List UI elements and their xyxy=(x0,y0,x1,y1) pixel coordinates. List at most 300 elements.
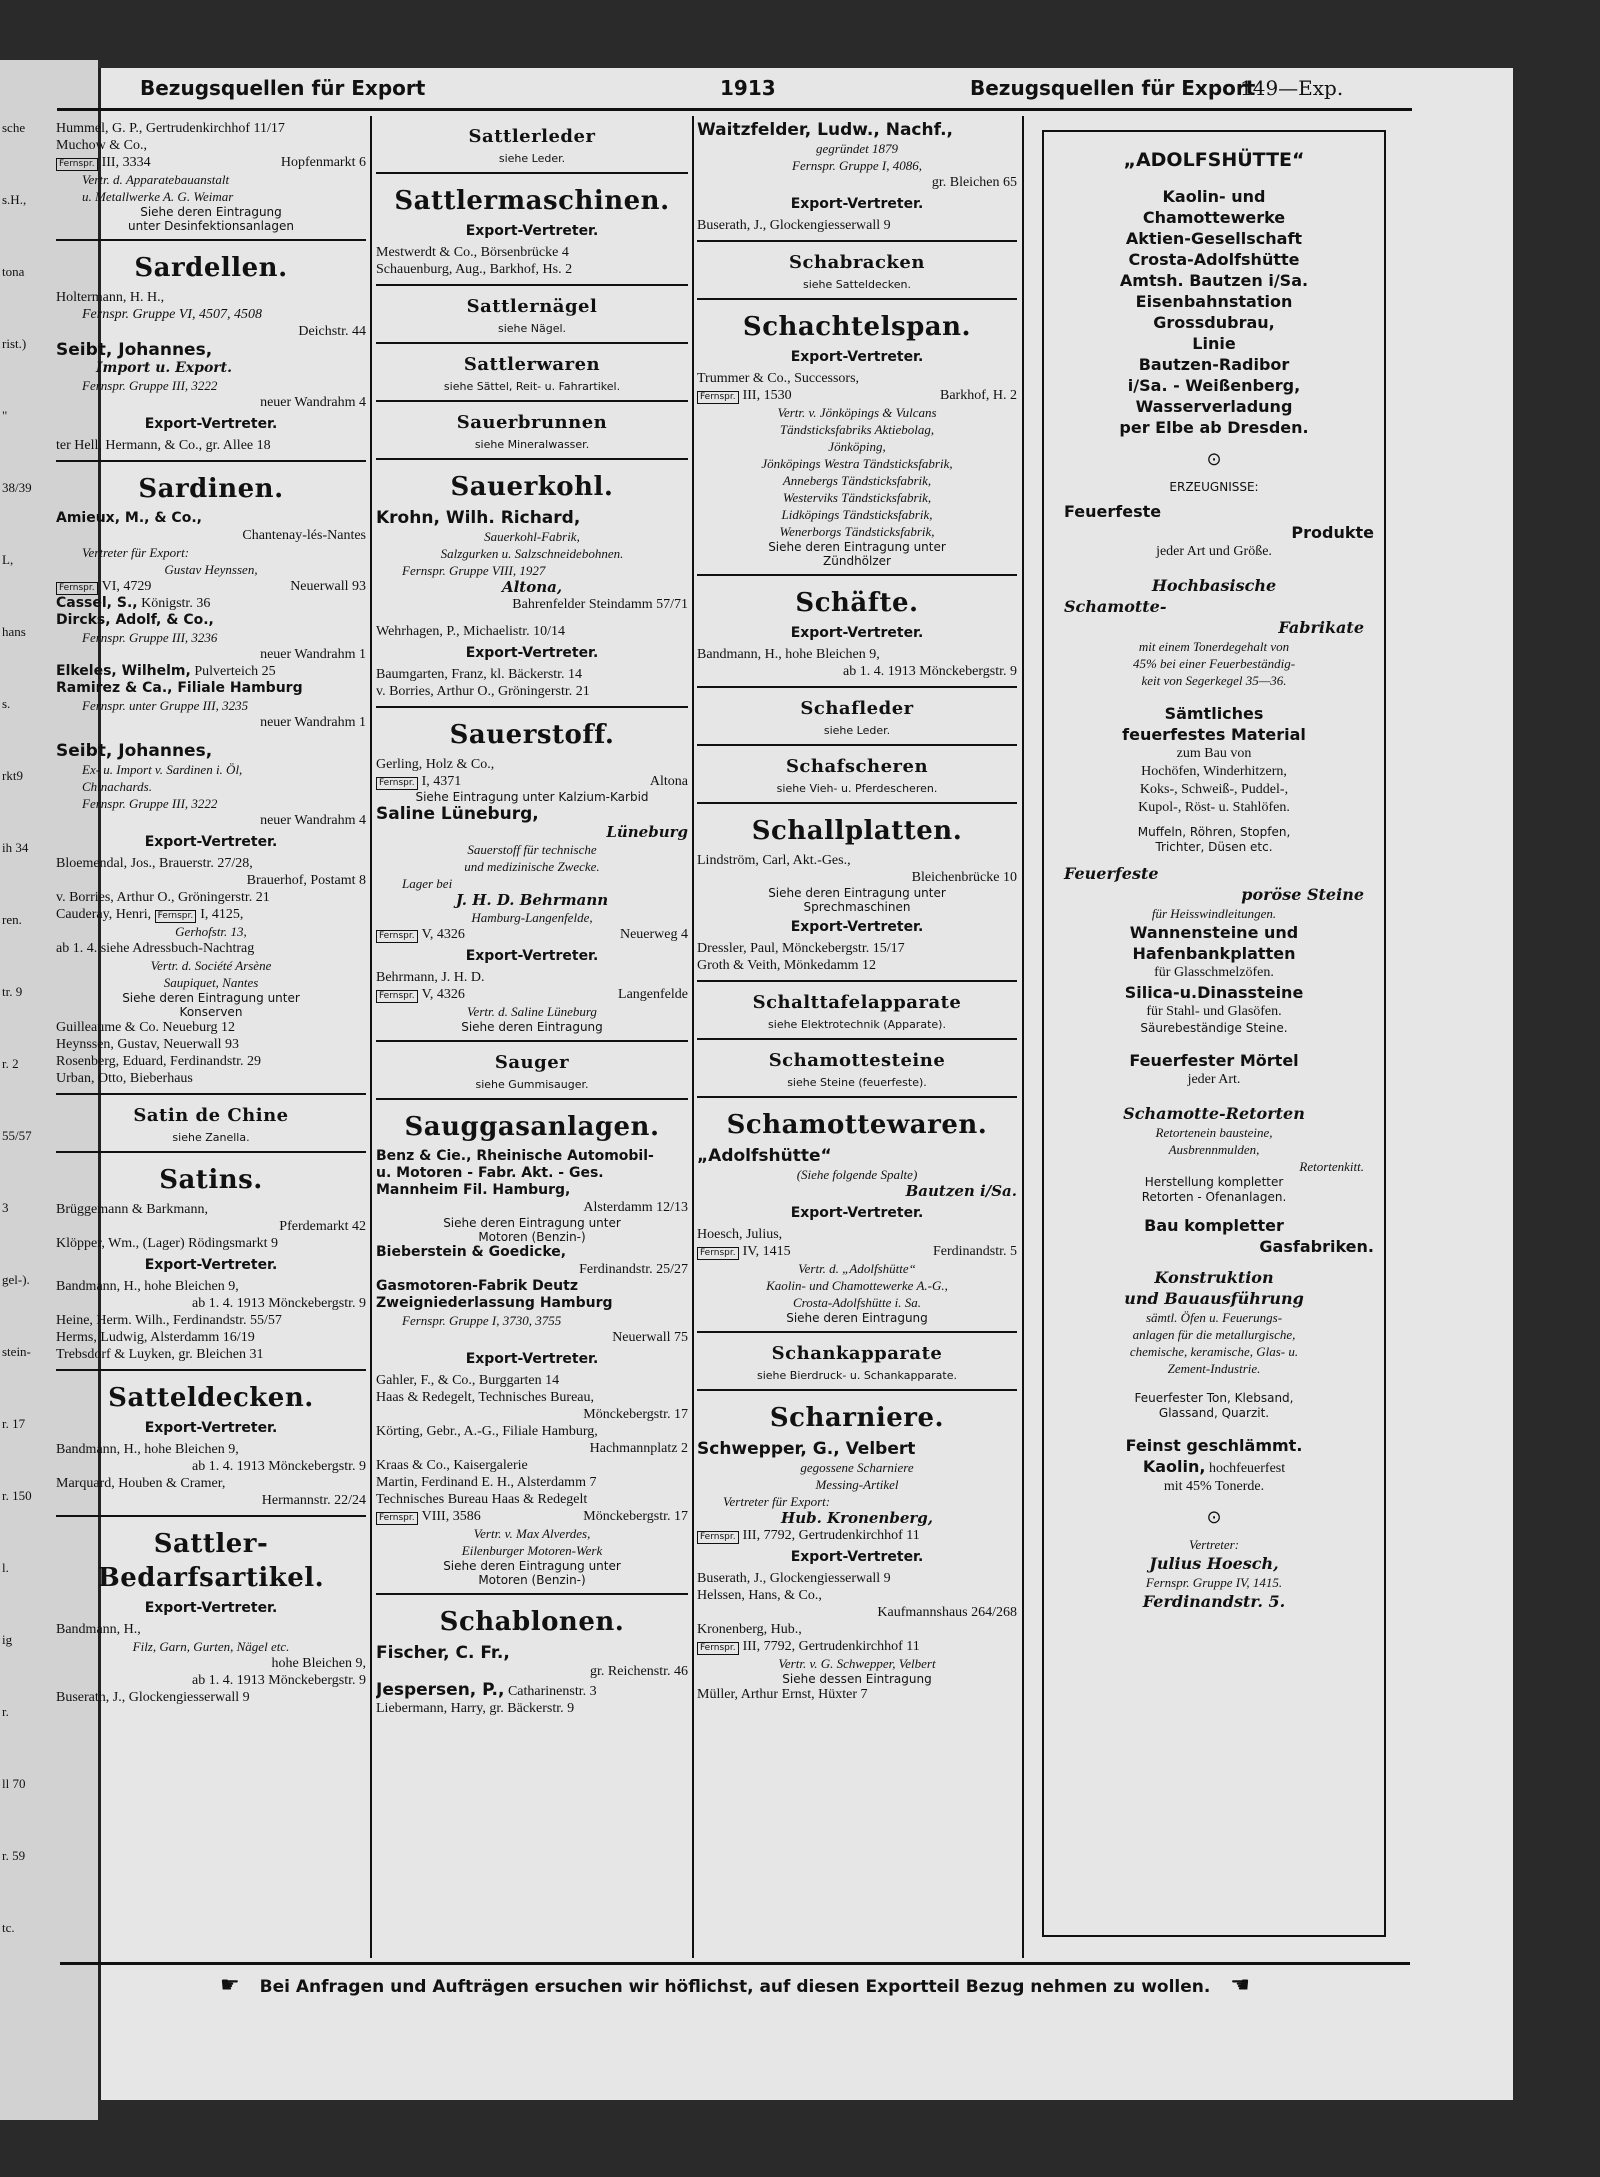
spacer xyxy=(1044,561,1384,575)
entry-text: III, 7792, Gertrudenkirchhof 11 xyxy=(742,1639,920,1654)
entry-line xyxy=(56,1070,366,1087)
ad-line: chemische, keramische, Glas- u. xyxy=(1129,1344,1299,1359)
entry-text: Bandmann, H., hohe Bleichen 9, xyxy=(56,1279,239,1294)
ad-bau-kompletter: Gasfabriken. xyxy=(1259,1237,1374,1256)
export-vertreter-heading: Export-Vertreter. xyxy=(790,1205,924,1221)
entry-text: Buserath, J., Glockengiesserwall 9 xyxy=(56,1690,250,1705)
entry-right: Hermannstr. 22/24 xyxy=(261,1493,366,1508)
note-line: Siehe deren Eintragung xyxy=(140,205,282,219)
entry-text: Catharinenstr. 3 xyxy=(507,1684,597,1699)
ad-company-line: Aktien-Gesellschaft xyxy=(1125,229,1303,248)
entry-line xyxy=(56,510,366,527)
section xyxy=(697,746,1017,804)
entry-line xyxy=(56,1201,366,1218)
entry-right: Bahrenfelder Steindamm 57/71 xyxy=(512,597,688,612)
entry-text: Schauenburg, Aug., Barkhof, Hs. 2 xyxy=(376,262,573,277)
entry-right: hohe Bleichen 9, xyxy=(271,1656,366,1671)
section xyxy=(697,576,1017,688)
section xyxy=(697,688,1017,746)
entry-line xyxy=(697,1527,1017,1544)
section xyxy=(697,804,1017,982)
entry-left xyxy=(376,1423,598,1440)
ad-line: hochfeuerfest xyxy=(1208,1461,1286,1476)
italic-line: Jönköpings Westra Tändsticksfabrik, xyxy=(761,456,953,471)
left-page-text: r. 17 xyxy=(2,1416,26,1431)
section xyxy=(56,1371,366,1517)
cross-reference: siehe Vieh- u. Pferdescheren. xyxy=(776,782,938,795)
section xyxy=(697,1040,1017,1098)
entry-line xyxy=(376,1389,688,1406)
ad-company-line: Kaolin- und xyxy=(1162,187,1266,206)
cross-reference: siehe Elektrotechnik (Apparate). xyxy=(768,1018,946,1031)
left-page-text: 3 xyxy=(2,1200,9,1215)
section-heading: Schäfte. xyxy=(795,588,919,618)
bold-italic-line: J. H. D. Behrmann xyxy=(455,891,609,909)
page-footer xyxy=(60,1962,1410,1998)
entry-text: VI, 4729 xyxy=(101,579,152,594)
italic-line: u. Metallwerke A. G. Weimar xyxy=(82,189,234,204)
entry-left xyxy=(56,1621,141,1638)
ad-title: „ADOLFSHÜTTE“ xyxy=(1123,149,1305,171)
section-heading: Sattler-Bedarfsartikel. xyxy=(97,1529,325,1593)
entry-line xyxy=(56,663,366,680)
entry-text: III, 7792, Gertrudenkirchhof 11 xyxy=(742,1528,920,1543)
entry-text: Liebermann, Harry, gr. Bäckerstr. 9 xyxy=(376,1701,575,1716)
entry-left xyxy=(697,852,851,869)
ad-company-line: Amtsh. Bautzen i/Sa. xyxy=(1119,271,1309,290)
italic-line: Vertreter für Export: xyxy=(82,545,190,560)
italic-line: Ex- u. Import v. Sardinen i. Öl, xyxy=(82,762,243,777)
entry-left xyxy=(56,940,254,957)
entry-line xyxy=(56,394,366,411)
ad-line: jeder Art und Größe. xyxy=(1156,544,1272,559)
firm-name: Seibt, Johannes, xyxy=(56,741,213,761)
export-vertreter-heading: Export-Vertreter. xyxy=(790,1549,924,1565)
entry-line xyxy=(56,578,366,595)
entry-line xyxy=(376,1148,688,1165)
advertisement-body xyxy=(1044,148,1384,1612)
ad-company-line: Grossdubrau, xyxy=(1153,313,1275,332)
italic-line: Vertr. v. Jönköpings & Vulcans xyxy=(777,405,937,420)
entry-left xyxy=(376,1389,594,1406)
italic-line: Fernspr. Gruppe III, 3222 xyxy=(82,796,218,811)
firm-name: „Adolfshütte“ xyxy=(697,1146,832,1166)
section-heading: Satins. xyxy=(159,1165,263,1195)
section-heading: Sattlermaschinen. xyxy=(394,186,670,216)
entry-left xyxy=(376,623,565,640)
cross-reference: siehe Mineralwasser. xyxy=(474,438,590,451)
ad-line: Retorten - Ofenanlagen. xyxy=(1141,1190,1287,1204)
entry-text: III, 3334 xyxy=(101,155,151,170)
entry-right: ab 1. 4. 1913 Mönckebergstr. 9 xyxy=(192,1296,366,1311)
entry-left xyxy=(376,1165,604,1182)
entry-text: Gahler, F., & Co., Burggarten 14 xyxy=(376,1373,560,1388)
entry-line xyxy=(56,680,366,697)
entry-text: Klöpper, Wm., (Lager) Rödingsmarkt 9 xyxy=(56,1236,278,1251)
entry-right: ab 1. 4. 1913 Mönckebergstr. 9 xyxy=(843,664,1017,679)
firm-name: Elkeles, Wilhelm, xyxy=(56,663,191,679)
entry-line xyxy=(56,1235,366,1252)
entry-line xyxy=(376,244,688,261)
entry-line xyxy=(56,646,366,663)
header-left: Bezugsquellen für Export xyxy=(140,76,426,100)
section xyxy=(56,462,366,1095)
section xyxy=(376,1042,688,1100)
italic-line: Wenerborgs Tändsticksfabrik, xyxy=(779,524,935,539)
column-divider xyxy=(692,116,694,1958)
entry-right: gr. Reichenstr. 46 xyxy=(590,1664,688,1679)
left-page-text: ig xyxy=(2,1632,13,1647)
telephone-badge: Fernspr. xyxy=(376,930,418,943)
ad-line: Muffeln, Röhren, Stopfen, xyxy=(1137,825,1291,839)
section-heading: Scharniere. xyxy=(769,1403,945,1433)
left-page-text: rist.) xyxy=(2,336,27,351)
entry-left xyxy=(376,1508,481,1525)
entry-right: Altona xyxy=(649,774,688,789)
firm-name: Bieberstein & Goedicke, xyxy=(376,1244,567,1260)
entry-line xyxy=(376,1491,688,1508)
note-line: Siehe deren Eintragung xyxy=(786,1311,928,1325)
note-line: Siehe deren Eintragung unter xyxy=(122,991,300,1005)
entry-right: gr. Bleichen 65 xyxy=(931,175,1017,190)
italic-line: und medizinische Zwecke. xyxy=(464,859,600,874)
section-heading: Sauerbrunnen xyxy=(456,412,608,433)
left-page-text: gel-). xyxy=(2,1272,30,1287)
spacer xyxy=(1044,855,1384,863)
entry-line xyxy=(697,1621,1017,1638)
entry-right: Kaufmannshaus 264/268 xyxy=(877,1605,1017,1620)
left-page-text: hans xyxy=(2,624,26,639)
italic-line: Jönköping, xyxy=(828,439,886,454)
column-1 xyxy=(56,116,366,1956)
firm-name: Zweigniederlassung Hamburg xyxy=(376,1295,613,1311)
italic-line: Crosta-Adolfshütte i. Sa. xyxy=(792,1295,922,1310)
italic-line: Eilenburger Motoren-Werk xyxy=(461,1543,603,1558)
note-line: Siehe deren Eintragung unter xyxy=(443,1559,621,1573)
left-page-text: tc. xyxy=(2,1920,15,1935)
entry-line xyxy=(56,1492,366,1509)
entry-left xyxy=(56,137,147,154)
firm-name: Cassel, S., xyxy=(56,595,138,611)
firm-name: Fischer, C. Fr., xyxy=(376,1643,510,1663)
ad-line: Retortenkitt. xyxy=(1299,1159,1364,1174)
entry-left xyxy=(56,612,214,629)
header-rule xyxy=(57,108,1412,111)
entry-line xyxy=(56,906,366,923)
ad-line: Koks-, Schweiß-, Puddel-, xyxy=(1139,782,1289,797)
italic-line: gegründet 1879 xyxy=(816,141,898,156)
entry-line xyxy=(56,1441,366,1458)
section-heading: Sardellen. xyxy=(134,253,288,283)
left-page-text: ll 70 xyxy=(2,1776,26,1791)
entry-left xyxy=(376,1457,528,1474)
entry-text: Urban, Otto, Bieberhaus xyxy=(56,1071,193,1086)
bold-italic-line: Altona, xyxy=(501,578,563,596)
entry-left xyxy=(376,1680,597,1700)
entry-left xyxy=(697,370,859,387)
entry-left xyxy=(376,756,494,773)
entry-line xyxy=(56,1278,366,1295)
left-page-text: rkt9 xyxy=(2,768,23,783)
pointing-hand-right-icon: ☚ xyxy=(1230,1973,1250,1998)
entry-line xyxy=(56,1458,366,1475)
italic-line: (Siehe folgende Spalte) xyxy=(796,1167,918,1182)
entry-left xyxy=(376,683,590,700)
entry-line xyxy=(56,812,366,829)
entry-text: Herms, Ludwig, Alsterdamm 16/19 xyxy=(56,1330,255,1345)
entry-left xyxy=(376,666,582,683)
italic-line: Fernspr. Gruppe VI, 4507, 4508 xyxy=(82,307,263,322)
export-vertreter-heading: Export-Vertreter. xyxy=(465,948,599,964)
entry-line xyxy=(376,1261,688,1278)
entry-text: III, 1530 xyxy=(742,388,792,403)
entry-left xyxy=(376,244,569,261)
entry-text: Martin, Ferdinand E. H., Alsterdamm 7 xyxy=(376,1475,597,1490)
entry-left xyxy=(56,437,271,454)
entry-line xyxy=(56,889,366,906)
section xyxy=(56,116,366,241)
pointing-hand-left-icon: ☛ xyxy=(219,1973,240,1998)
ad-hochbasisch: Hochbasische xyxy=(1151,576,1277,595)
left-page-text: s.H., xyxy=(2,192,27,207)
entry-line xyxy=(697,869,1017,886)
entry-text: ab 1. 4. siehe Adressbuch-Nachtrag xyxy=(56,941,255,956)
entry-text: Haas & Redegelt, Technisches Bureau, xyxy=(376,1390,595,1405)
section-heading: Satteldecken. xyxy=(108,1383,314,1413)
entry-text: Rosenberg, Eduard, Ferdinandstr. 29 xyxy=(56,1054,262,1069)
italic-line: Vertr. v. Max Alverdes, xyxy=(473,1526,591,1541)
entry-text: VIII, 3586 xyxy=(421,1509,481,1524)
firm-name: Benz & Cie., Rheinische Automobil- xyxy=(376,1148,654,1164)
cross-reference: siehe Zanella. xyxy=(172,1131,250,1144)
entry-right: Brauerhof, Postamt 8 xyxy=(246,873,366,888)
ad-konstruktion: und Bauausführung xyxy=(1124,1289,1304,1308)
entry-right: neuer Wandrahm 4 xyxy=(260,813,366,828)
entry-line xyxy=(56,137,366,154)
italic-line: Sauerkohl-Fabrik, xyxy=(484,529,580,544)
entry-text: V, 4326 xyxy=(421,927,465,942)
entry-line xyxy=(56,323,366,340)
entry-line xyxy=(56,1053,366,1070)
entry-line xyxy=(56,595,366,612)
entry-line xyxy=(697,174,1017,191)
entry-line xyxy=(56,940,366,957)
entry-right: Neuerweg 4 xyxy=(619,927,688,942)
entry-left xyxy=(56,595,210,612)
entry-left xyxy=(697,1243,791,1260)
entry-text: Kronenberg, Hub., xyxy=(697,1622,802,1637)
entry-text: V, 4326 xyxy=(421,987,465,1002)
telephone-badge: Fernspr. xyxy=(697,1531,739,1544)
export-vertreter-heading: Export-Vertreter. xyxy=(144,1600,278,1616)
entry-line xyxy=(376,623,688,640)
left-page-text: 38/39 xyxy=(2,480,32,495)
firm-name: Dircks, Adolf, & Co., xyxy=(56,612,214,628)
entry-left xyxy=(56,663,276,680)
entry-line xyxy=(56,437,366,454)
section xyxy=(376,1100,688,1595)
ad-line: keit von Segerkegel 35—36. xyxy=(1141,673,1287,688)
section xyxy=(376,402,688,460)
left-page-text: ren. xyxy=(2,912,22,927)
entry-text: Mestwerdt & Co., Börsenbrücke 4 xyxy=(376,245,569,260)
entry-left xyxy=(56,1019,235,1036)
entry-right: Hopfenmarkt 6 xyxy=(280,155,366,170)
entry-right: Ferdinandstr. 25/27 xyxy=(579,1262,688,1277)
ad-hoesch-address: Ferdinandstr. 5. xyxy=(1142,1592,1286,1611)
section-heading: Sattlernägel xyxy=(466,296,598,317)
entry-left xyxy=(697,940,905,957)
entry-line xyxy=(56,612,366,629)
italic-line: Tändsticksfabriks Aktiebolag, xyxy=(779,422,935,437)
entry-text: Guilleaume & Co. Neueburg 12 xyxy=(56,1020,235,1035)
section-heading: Sauggasanlagen. xyxy=(404,1112,660,1142)
ad-company-line: Linie xyxy=(1192,334,1236,353)
entry-line xyxy=(56,1689,366,1706)
entry-line xyxy=(56,289,366,306)
entry-left xyxy=(697,1570,891,1587)
left-page-text: sche xyxy=(2,120,26,135)
entry-text: Wehrhagen, P., Michaelistr. 10/14 xyxy=(376,624,566,639)
entry-right: neuer Wandrahm 4 xyxy=(260,395,366,410)
entry-line xyxy=(56,1019,366,1036)
note-line: Siehe deren Eintragung unter xyxy=(768,540,946,554)
entry-left xyxy=(56,1441,239,1458)
spacer xyxy=(376,613,688,623)
adolfshuette-advertisement xyxy=(1042,130,1386,1937)
entry-right: ab 1. 4. 1913 Mönckebergstr. 9 xyxy=(192,1673,366,1688)
ad-company-line: Crosta-Adolfshütte xyxy=(1128,250,1300,269)
entry-left xyxy=(56,289,164,306)
entry-right: neuer Wandrahm 1 xyxy=(260,715,366,730)
left-page-text: tr. 9 xyxy=(2,984,23,999)
section xyxy=(376,1595,688,1723)
entry-text: Lindström, Carl, Akt.-Ges., xyxy=(697,853,851,868)
ad-hochbasisch: Fabrikate xyxy=(1278,618,1364,637)
entry-text: Trebsdorf & Luyken, gr. Bleichen 31 xyxy=(56,1347,264,1362)
ad-hochbasisch: Schamotte- xyxy=(1064,597,1167,616)
ad-kaolin-line xyxy=(1044,1456,1384,1478)
entry-line xyxy=(376,986,688,1003)
section xyxy=(697,1098,1017,1333)
entry-text: Gerling, Holz & Co., xyxy=(376,757,495,772)
cross-reference: siehe Leder. xyxy=(498,152,566,165)
telephone-badge: Fernspr. xyxy=(376,990,418,1003)
note-line: Siehe deren Eintragung xyxy=(461,1020,603,1034)
section xyxy=(376,174,688,286)
entry-line xyxy=(376,261,688,278)
italic-line: Lidköpings Tändsticksfabrik, xyxy=(781,507,933,522)
ad-line: Glassand, Quarzit. xyxy=(1158,1406,1270,1420)
ad-vertreter: Vertreter: xyxy=(1188,1537,1240,1552)
section-heading: Schamottesteine xyxy=(768,1050,946,1071)
entry-left xyxy=(376,986,465,1003)
entry-left xyxy=(56,306,262,323)
italic-line: gegossene Scharniere xyxy=(800,1460,914,1475)
column-2 xyxy=(376,116,688,1956)
spacer xyxy=(1044,1089,1384,1103)
entry-line xyxy=(697,663,1017,680)
entry-line xyxy=(56,855,366,872)
section xyxy=(697,242,1017,300)
entry-text: Trummer & Co., Successors, xyxy=(697,371,860,386)
entry-left xyxy=(56,889,270,906)
entry-left xyxy=(56,1235,278,1252)
spacer xyxy=(1044,1528,1384,1536)
entry-line xyxy=(697,387,1017,404)
note-line: Siehe deren Eintragung unter xyxy=(768,886,946,900)
export-vertreter-heading: Export-Vertreter. xyxy=(790,919,924,935)
ad-saemtliches: feuerfestes Material xyxy=(1122,725,1306,744)
note-line: Siehe deren Eintragung unter xyxy=(443,1216,621,1230)
entry-text: Bandmann, H., hohe Bleichen 9, xyxy=(56,1442,239,1457)
entry-right: Pferdemarkt 42 xyxy=(279,1219,366,1234)
firm-name: Jespersen, P., xyxy=(376,1680,505,1700)
entry-line xyxy=(697,646,1017,663)
ad-poroese: poröse Steine xyxy=(1241,885,1364,904)
section xyxy=(697,1333,1017,1391)
entry-right: neuer Wandrahm 1 xyxy=(260,647,366,662)
export-vertreter-heading: Export-Vertreter. xyxy=(465,645,599,661)
ad-wannen: Wannensteine und xyxy=(1129,923,1299,942)
note-line: Zündhölzer xyxy=(823,554,891,568)
left-page-text: ih 34 xyxy=(2,840,29,855)
left-page-text: l. xyxy=(2,1560,9,1575)
left-page-text: r. 150 xyxy=(2,1488,32,1503)
section-heading: Schankapparate xyxy=(771,1343,943,1364)
cross-reference: siehe Bierdruck- u. Schankapparate. xyxy=(757,1369,957,1382)
entry-text: Bloemendal, Jos., Brauerstr. 27/28, xyxy=(56,856,253,871)
ad-line: Ausbrennmulden, xyxy=(1168,1142,1260,1157)
left-page-text: stein- xyxy=(2,1344,31,1359)
firm-name: Saline Lüneburg, xyxy=(376,804,539,824)
entry-right: Neuerwall 75 xyxy=(612,1330,688,1345)
entry-left xyxy=(376,926,465,943)
ad-silica: Silica-u.Dinassteine xyxy=(1124,983,1304,1002)
section xyxy=(376,460,688,708)
section-heading: Schabracken xyxy=(789,252,925,273)
entry-line xyxy=(697,1686,1017,1703)
italic-line: Vertr. d. Société Arsène xyxy=(150,958,272,973)
entry-line xyxy=(697,217,1017,234)
entry-text: Kraas & Co., Kaisergalerie xyxy=(376,1458,528,1473)
italic-line: Sauerstoff für technische xyxy=(467,842,597,857)
entry-text: Brüggemann & Barkmann, xyxy=(56,1202,209,1217)
section-heading: Satin de Chine xyxy=(133,1105,289,1126)
cross-reference: siehe Nägel. xyxy=(497,322,567,335)
entry-line xyxy=(697,1243,1017,1260)
ad-saemtliches: Sämtliches xyxy=(1164,704,1264,723)
export-vertreter-heading: Export-Vertreter. xyxy=(144,834,278,850)
entry-line xyxy=(697,1587,1017,1604)
ad-bau-kompletter: Bau kompletter xyxy=(1144,1216,1284,1235)
entry-left xyxy=(56,680,303,697)
entry-left xyxy=(697,1686,868,1703)
section-heading: Schalttafelapparate xyxy=(752,992,962,1013)
section-heading: Sattlerleder xyxy=(468,126,596,147)
ad-line: Fernspr. Gruppe IV, 1415. xyxy=(1145,1575,1283,1590)
telephone-badge: Fernspr. xyxy=(697,1247,739,1260)
export-vertreter-heading: Export-Vertreter. xyxy=(144,1420,278,1436)
section xyxy=(56,1517,366,1712)
italic-line: Gustav Heynssen, xyxy=(164,562,258,577)
firm-name: Ramirez & Ca., Filiale Hamburg xyxy=(56,680,303,696)
ad-line: Feuerfester Ton, Klebsand, xyxy=(1134,1391,1294,1405)
entry-line xyxy=(376,683,688,700)
left-page-text: r. 2 xyxy=(2,1056,19,1071)
ad-line: Hochöfen, Winderhitzern, xyxy=(1141,764,1287,779)
italic-line: Fernspr. Gruppe I, 3730, 3755 xyxy=(402,1313,562,1328)
